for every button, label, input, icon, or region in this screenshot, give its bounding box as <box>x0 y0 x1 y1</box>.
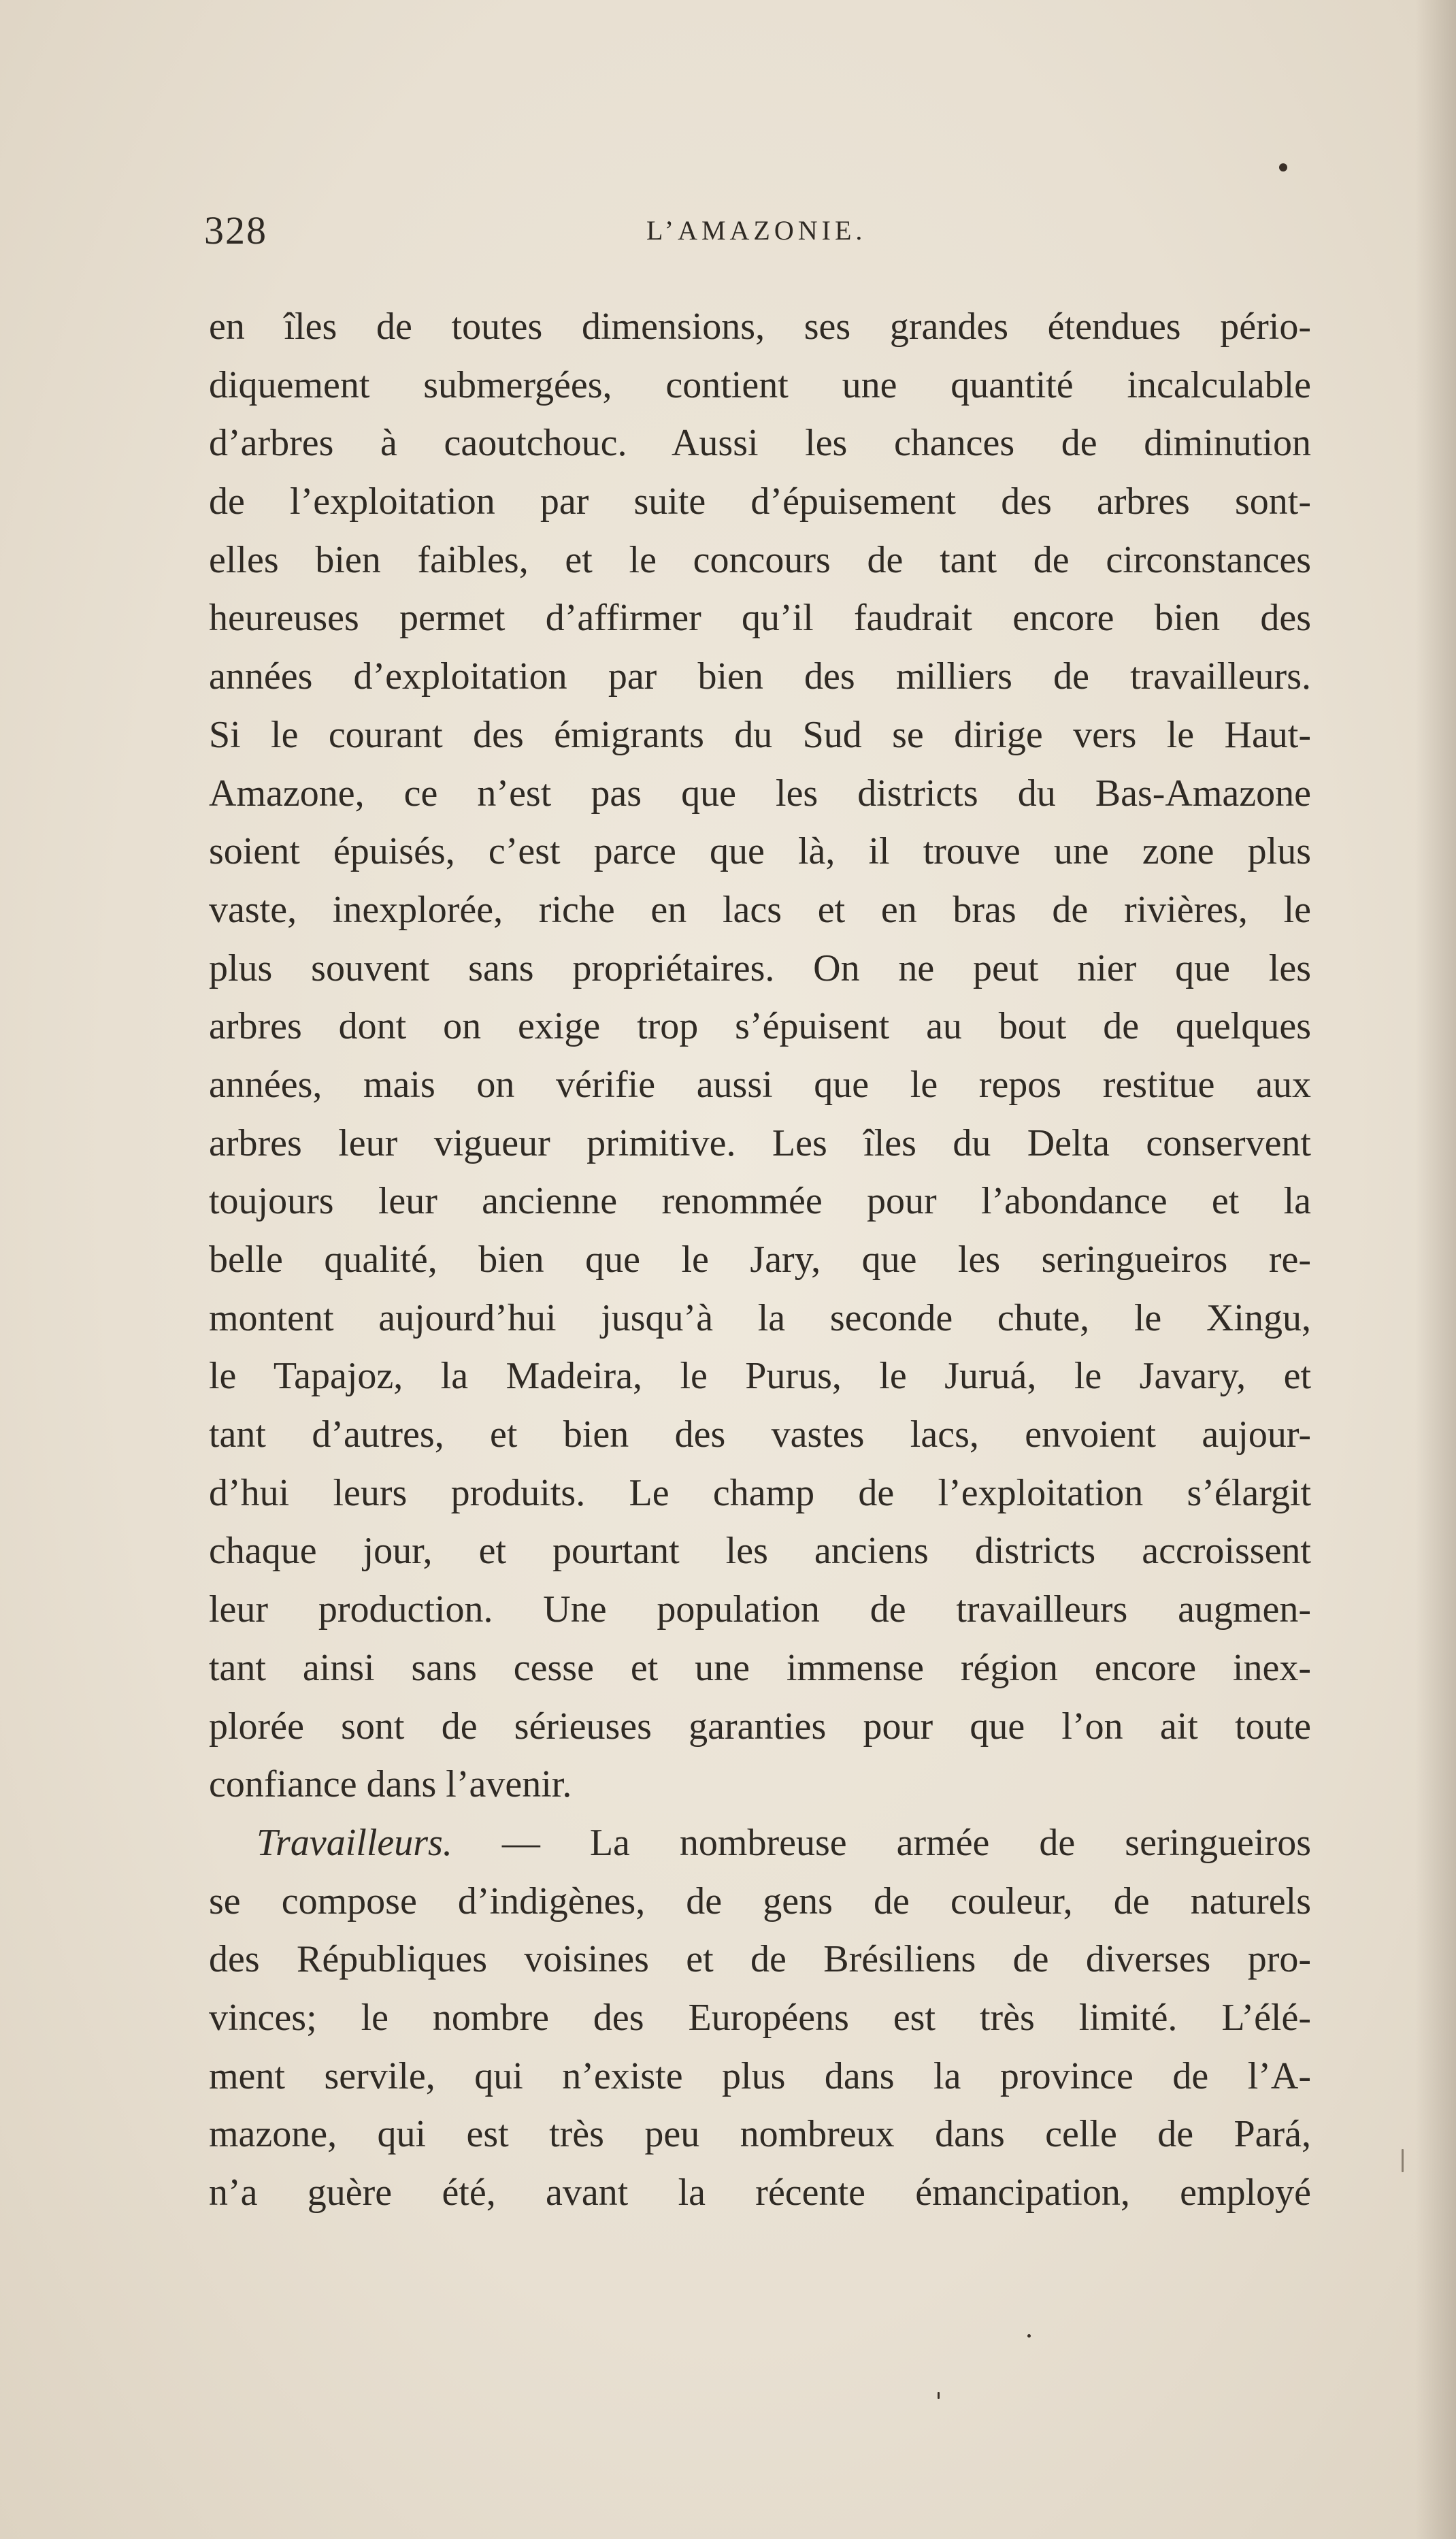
ink-speck <box>1279 163 1287 171</box>
text-line: de l’exploitation par suite d’épuisement des arbres sont- <box>209 480 1311 523</box>
text-line: arbres leur vigueur primitive. Les îles du Delta conservent <box>209 1121 1311 1164</box>
text-line: le Tapajoz, la Madeira, le Purus, le Juruá, le Javary, et <box>209 1355 1311 1398</box>
text-line: arbres dont on exige trop s’épuisent au bout de quelques <box>209 1005 1311 1048</box>
text-line: des Républiques voisines et de Brésiliens de diverses pro- <box>209 1938 1311 1981</box>
text-line: tant d’autres, et bien des vastes lacs, envoient aujour- <box>209 1413 1311 1456</box>
text-line: confiance dans l’avenir. <box>209 1763 572 1806</box>
page-number: 328 <box>204 208 267 252</box>
section-heading-travailleurs: Travailleurs. <box>257 1821 452 1864</box>
text-line: d’hui leurs produits. Le champ de l’exploitation s’élargit <box>209 1471 1311 1514</box>
text-line: elles bien faibles, et le concours de tant de circonstances <box>209 538 1311 581</box>
ink-speck <box>1027 2334 1031 2338</box>
text-line: plus souvent sans propriétaires. On ne peut nier que les <box>209 947 1311 989</box>
text-line: mazone, qui est très peu nombreux dans celle de Pará, <box>209 2113 1311 2156</box>
text-line: heureuses permet d’affirmer qu’il faudrait encore bien des <box>209 597 1311 640</box>
text-line: Si le courant des émigrants du Sud se dirige vers le Haut- <box>209 713 1311 756</box>
ink-speck <box>938 2392 940 2399</box>
text-line: se compose d’indigènes, de gens de couleur, de naturels <box>209 1880 1311 1922</box>
text-line: années d’exploitation par bien des milliers de travailleurs. <box>209 655 1311 698</box>
text-line: plorée sont de sérieuses garanties pour que l’on ait toute <box>209 1705 1311 1748</box>
page-edge-shadow <box>1415 0 1456 2539</box>
text-line: vinces; le nombre des Européens est très limité. L’élé- <box>209 1996 1311 2039</box>
text-line: n’a guère été, avant la récente émancipation, employé <box>209 2172 1311 2214</box>
text-line: Amazone, ce n’est pas que les districts du Bas-Amazone <box>209 772 1311 815</box>
paragraph-1 <box>209 298 1311 1814</box>
text-line: années, mais on vérifie aussi que le repos restitue aux <box>209 1063 1311 1106</box>
text-line: d’arbres à caoutchouc. Aussi les chances de diminution <box>209 422 1311 465</box>
text-line: chaque jour, et pourtant les anciens districts accroissent <box>209 1530 1311 1573</box>
text-line: ment servile, qui n’existe plus dans la province de l’A- <box>209 2054 1311 2097</box>
paragraph-2-first-line <box>209 1814 1311 1873</box>
text-line: toujours leur ancienne renommée pour l’abondance et la <box>209 1180 1311 1223</box>
text-line: vaste, inexplorée, riche en lacs et en bras de rivières, le <box>209 888 1311 931</box>
text-line: diquement submergées, contient une quantité incalculable <box>209 363 1311 406</box>
text-run: — La nombreuse armée de seringueiros <box>452 1821 1311 1864</box>
page-header <box>204 208 1313 262</box>
ink-speck <box>1402 2149 1404 2172</box>
paragraph-2 <box>209 1814 1311 2223</box>
text-line: belle qualité, bien que le Jary, que les seringueiros re- <box>209 1239 1311 1281</box>
text-line: montent aujourd’hui jusqu’à la seconde chute, le Xingu, <box>209 1296 1311 1339</box>
body-text <box>209 298 1311 2223</box>
running-title: L’AMAZONIE. <box>646 215 867 246</box>
text-line: soient épuisés, c’est parce que là, il trouve une zone plus <box>209 830 1311 873</box>
text-line: tant ainsi sans cesse et une immense région encore inex- <box>209 1646 1311 1689</box>
text-line: leur production. Une population de travailleurs augmen- <box>209 1588 1311 1631</box>
text-line: en îles de toutes dimensions, ses grandes étendues pério- <box>209 306 1311 348</box>
